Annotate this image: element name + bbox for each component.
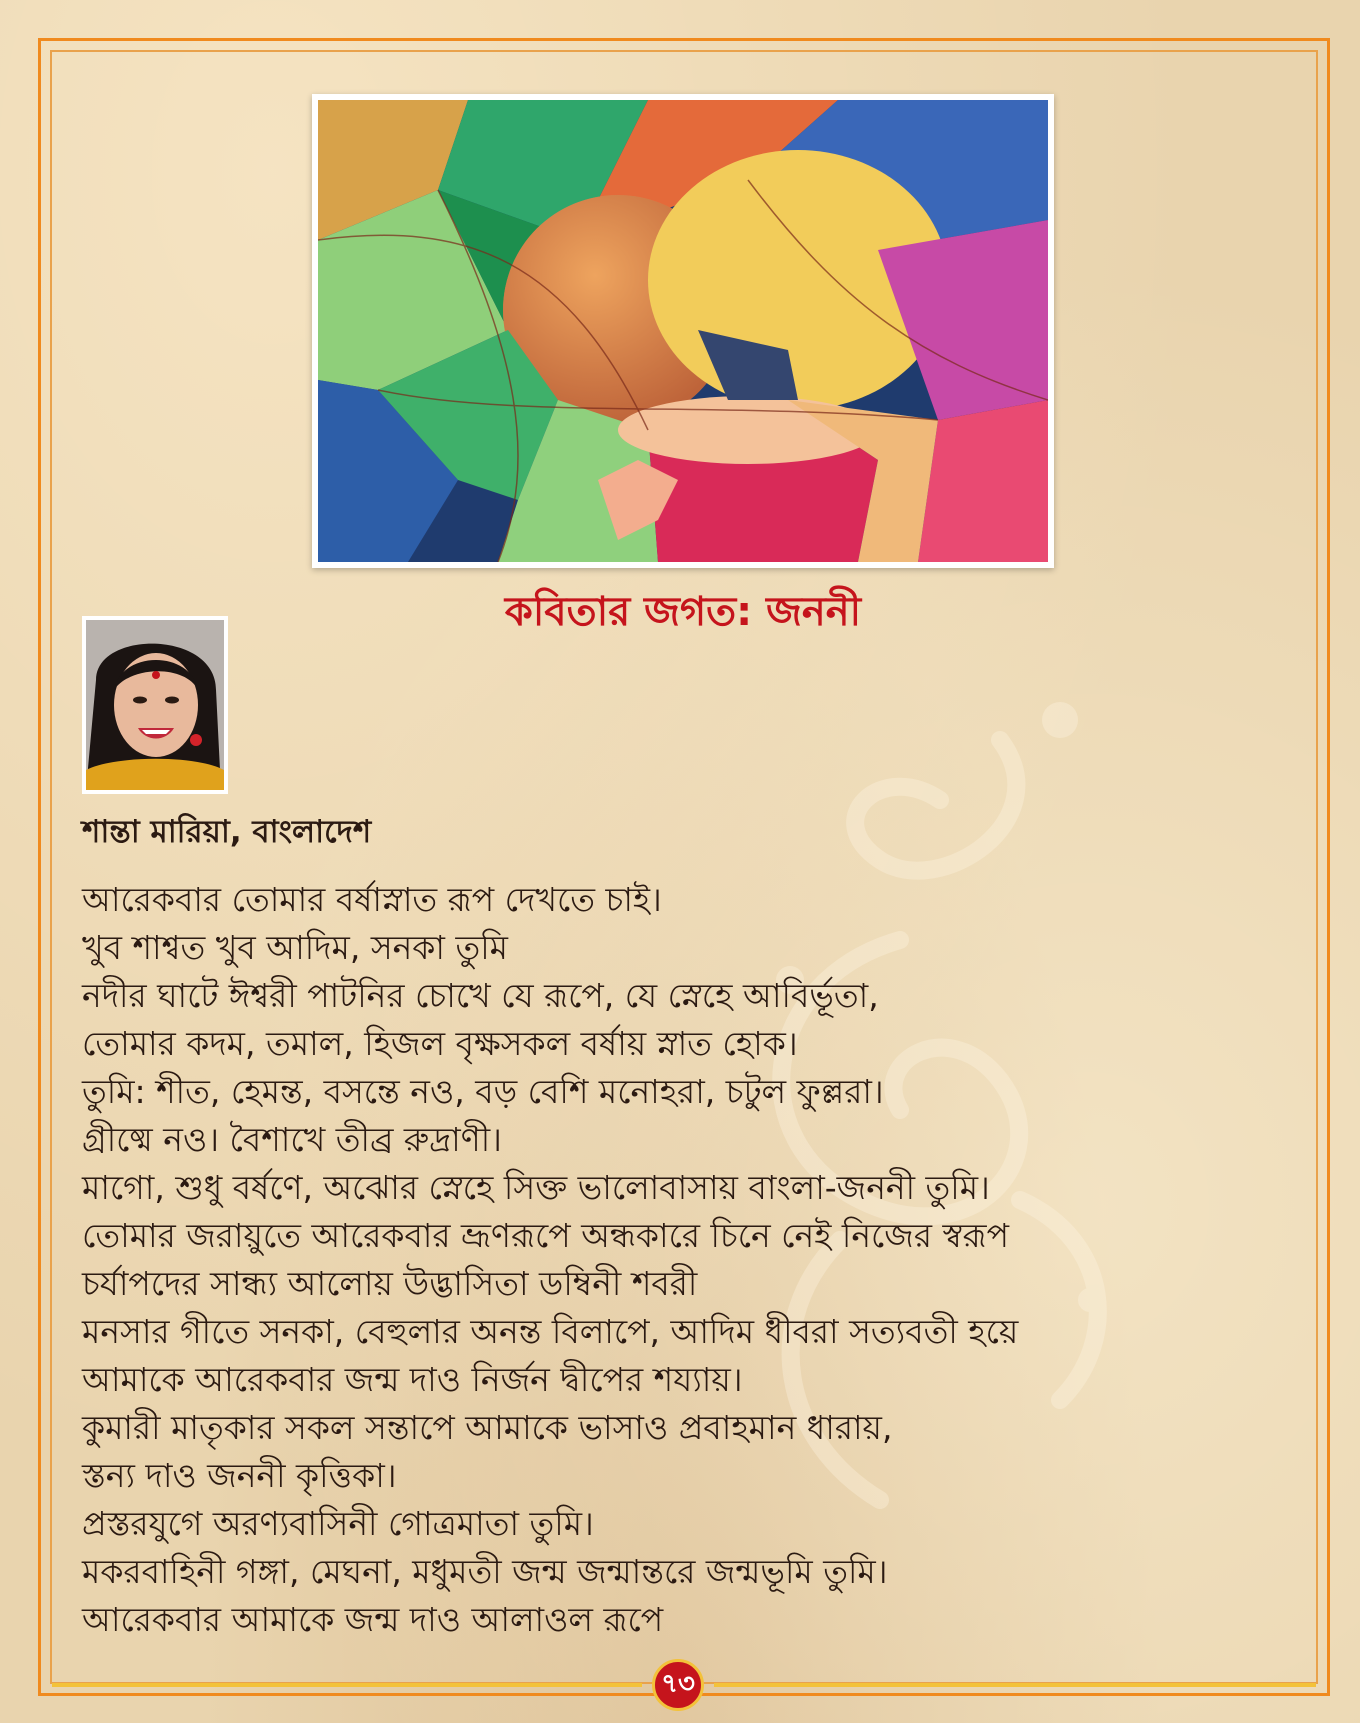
poem-line: তুমি: শীত, হেমন্ত, বসন্তে নও, বড় বেশি মনোহরা, চটুল ফুল্লরা। — [82, 1072, 884, 1111]
poem-line: নদীর ঘাটে ঈশ্বরী পাটনির চোখে যে রূপে, যে স্নেহে আবির্ভূতা, — [82, 976, 879, 1015]
poem-line: প্রস্তরযুগে অরণ্যবাসিনী গোত্রমাতা তুমি। — [82, 1504, 594, 1543]
poem-line: আমাকে আরেকবার জন্ম দাও নির্জন দ্বীপের শয্যায়। — [82, 1360, 743, 1399]
poem-line: তোমার কদম, তমাল, হিজল বৃক্ষসকল বর্ষায় স্নাত হোক। — [82, 1024, 798, 1063]
poem-line: মকরবাহিনী গঙ্গা, মেঘনা, মধুমতী জন্ম জন্মান্তরে জন্মভূমি তুমি। — [82, 1552, 888, 1591]
poem-line: কুমারী মাতৃকার সকল সন্তাপে আমাকে ভাসাও প্রবাহমান ধারায়, — [82, 1408, 893, 1447]
poem-line: গ্রীষ্মে নও। বৈশাখে তীব্র রুদ্রাণী। — [82, 1120, 502, 1159]
poem-line: মনসার গীতে সনকা, বেহুলার অনন্ত বিলাপে, আদিম ধীবরা সত্যবতী হয়ে — [82, 1312, 1019, 1351]
poem-line: আরেকবার তোমার বর্ষাস্নাত রূপ দেখতে চাই। — [82, 880, 662, 919]
poem-body — [82, 876, 1242, 1644]
poem-line: খুব শাশ্বত খুব আদিম, সনকা তুমি — [82, 928, 508, 967]
poem-line: আরেকবার আমাকে জন্ম দাও আলাওল রূপে — [82, 1600, 664, 1639]
footer-rule-right — [714, 1683, 1316, 1687]
poem-line: তোমার জরায়ুতে আরেকবার ভ্রূণরূপে অন্ধকারে চিনে নেই নিজের স্বরূপ — [82, 1216, 1009, 1255]
poem-line: স্তন্য দাও জননী কৃত্তিকা। — [82, 1456, 397, 1495]
author-name: শান্তা মারিয়া, বাংলাদেশ — [82, 814, 372, 850]
cubist-painting — [312, 94, 1054, 568]
page-number: ৭৩ — [652, 1659, 704, 1711]
footer-rule-left — [52, 1683, 642, 1687]
author-photo — [82, 616, 228, 794]
page-title: কবিতার জগত: জননী — [504, 589, 862, 635]
poem-line: চর্যাপদের সান্ধ্য আলোয় উদ্ভাসিতা ডম্বিনী শবরী — [82, 1264, 698, 1303]
poem-line: মাগো, শুধু বর্ষণে, অঝোর স্নেহে সিক্ত ভালোবাসায় বাংলা-জননী তুমি। — [82, 1168, 990, 1207]
